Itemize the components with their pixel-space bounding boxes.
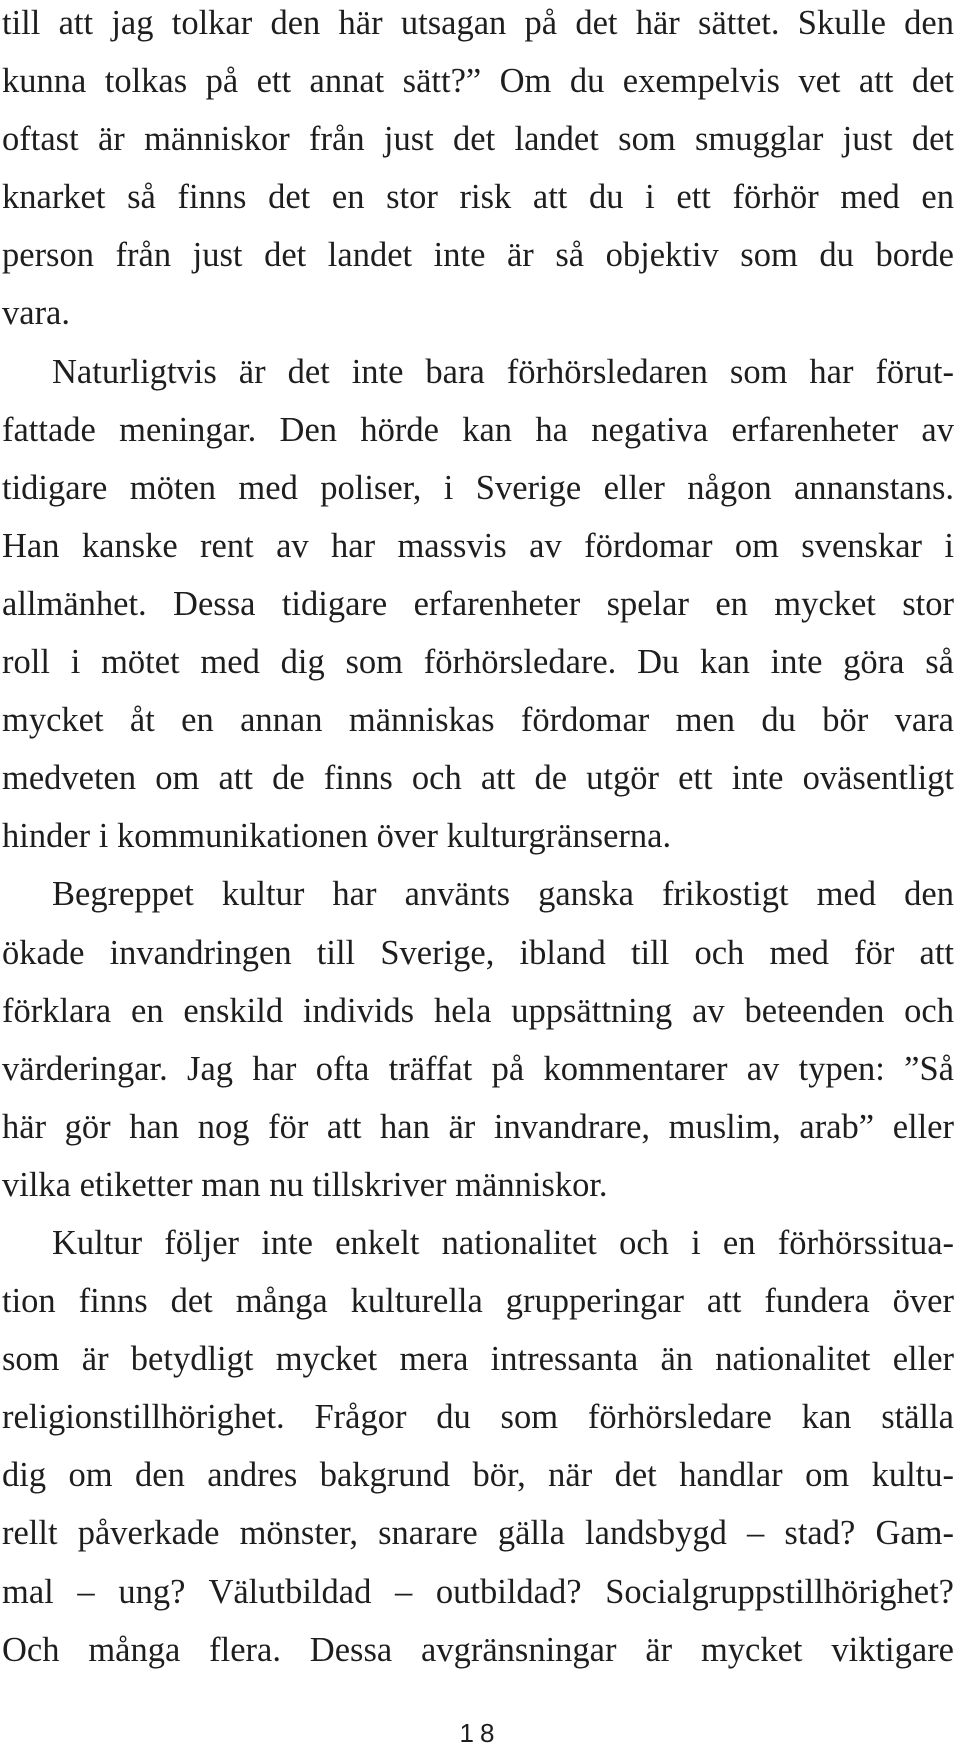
text-line: rellt påverkade mönster, snarare gälla landsbygd – stad? Gam- [2, 1514, 954, 1553]
text-line: förklara en enskild individs hela uppsättning av beteenden och [2, 991, 954, 1030]
body-text [2, 0, 954, 1679]
text-line: medveten om att de finns och att de utgör ett inte oväsentligt [2, 759, 954, 798]
paragraph-start-line: Begreppet kultur har använts ganska frikostigt med den [52, 875, 954, 914]
text-line: allmänhet. Dessa tidigare erfarenheter spelar en mycket stor [2, 584, 954, 623]
text-line: Han kanske rent av har massvis av fördomar om svenskar i [2, 526, 954, 565]
text-line: mycket åt en annan människas fördomar men du bör vara [2, 701, 954, 740]
text-line: religionstillhörighet. Frågor du som förhörsledare kan ställa [2, 1398, 954, 1437]
text-line: roll i mötet med dig som förhörsledare. Du kan inte göra så [2, 643, 954, 682]
text-line: Och många flera. Dessa avgränsningar är mycket viktigare [2, 1630, 954, 1669]
text-line: som är betydligt mycket mera intressanta än nationalitet eller [2, 1340, 954, 1379]
text-line: person från just det landet inte är så objektiv som du borde [2, 236, 954, 275]
text-line: vilka etiketter man nu tillskriver människor. [2, 1165, 608, 1204]
paragraph-start-line: Kultur följer inte enkelt nationalitet och i en förhörssitua- [52, 1223, 954, 1262]
text-line: mal – ung? Välutbildad – outbildad? Socialgruppstillhörighet? [2, 1572, 954, 1611]
text-line: ökade invandringen till Sverige, ibland till och med för att [2, 933, 954, 972]
text-line: tion finns det många kulturella grupperingar att fundera över [2, 1282, 954, 1321]
text-line: fattade meningar. Den hörde kan ha negativa erfarenheter av [2, 410, 954, 449]
paragraph-start-line: Naturligtvis är det inte bara förhörsledaren som har förut- [52, 352, 954, 391]
text-line: värderingar. Jag har ofta träffat på kommentarer av typen: ”Så [2, 1049, 954, 1088]
text-line: oftast är människor från just det landet som smugglar just det [2, 120, 954, 159]
text-line: här gör han nog för att han är invandrare, muslim, arab” eller [2, 1107, 954, 1146]
text-line: hinder i kommunikationen över kulturgränserna. [2, 817, 672, 856]
text-line: till att jag tolkar den här utsagan på det här sättet. Skulle den [2, 4, 954, 42]
text-line: kunna tolkas på ett annat sätt?” Om du exempelvis vet att det [2, 62, 954, 101]
page-number: 18 [459, 1718, 501, 1748]
text-line: tidigare möten med poliser, i Sverige eller någon annanstans. [2, 468, 954, 507]
text-line: dig om den andres bakgrund bör, när det handlar om kultu- [2, 1456, 954, 1495]
text-line: knarket så finns det en stor risk att du i ett förhör med en [2, 178, 954, 217]
text-line: vara. [2, 294, 70, 333]
